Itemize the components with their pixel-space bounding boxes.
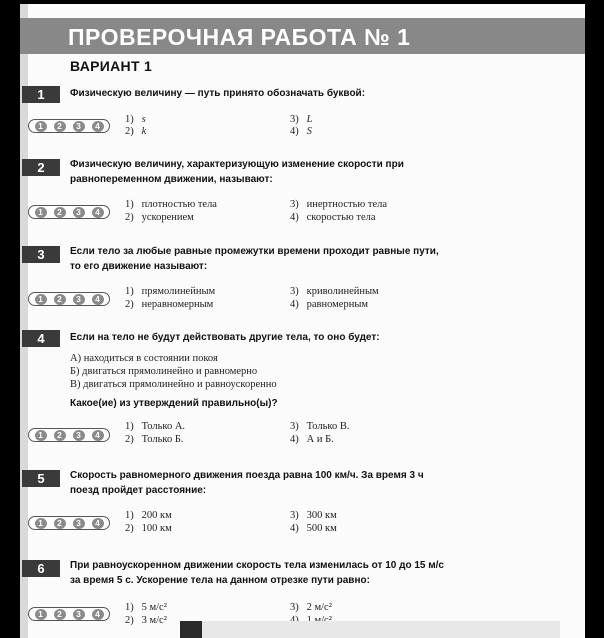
option-number: 3) [290, 602, 299, 613]
answer-option-4[interactable] [290, 299, 368, 310]
answer-option-3[interactable] [290, 421, 349, 432]
answer-bubbles[interactable] [28, 292, 110, 306]
option-text: А и Б. [306, 434, 334, 445]
answer-bubble-4[interactable]: 4 [92, 518, 104, 529]
option-text: 3 м/с² [141, 615, 167, 626]
answer-bubble-3[interactable]: 3 [73, 121, 85, 132]
option-number: 4) [290, 299, 299, 310]
option-number: 2) [125, 523, 134, 534]
answer-bubble-3[interactable]: 3 [73, 430, 85, 441]
next-page-number-block [180, 621, 202, 638]
answer-bubble-4[interactable]: 4 [92, 609, 104, 620]
answer-bubble-2[interactable]: 2 [54, 294, 66, 305]
answer-option-1[interactable] [125, 114, 146, 125]
question-line: Если тело за любые равные промежутки времени проходит равные пути, [70, 246, 439, 257]
answer-bubbles[interactable] [28, 119, 110, 133]
option-text: ускорением [141, 212, 194, 223]
question-line: Скорость равномерного движения поезда равна 100 км/ч. За время 3 ч [70, 470, 424, 481]
answer-option-1[interactable] [125, 199, 217, 210]
question-line: Физическую величину, характеризующую изменение скорости при [70, 159, 404, 170]
option-text: плотностью тела [141, 199, 217, 210]
answer-option-3[interactable] [290, 602, 332, 613]
answer-option-3[interactable] [290, 286, 379, 297]
answer-bubbles[interactable] [28, 607, 110, 621]
option-number: 1) [125, 199, 134, 210]
question-line: за время 5 с. Ускорение тела на данном отрезке пути равно: [70, 575, 370, 586]
option-number: 1) [125, 421, 134, 432]
answer-bubble-2[interactable]: 2 [54, 609, 66, 620]
option-text: k [141, 126, 147, 137]
option-number: 1) [125, 286, 134, 297]
question-text [70, 244, 480, 274]
option-text: 300 км [306, 510, 337, 521]
question-text [70, 86, 480, 101]
answer-bubbles[interactable] [28, 428, 110, 442]
option-number: 3) [290, 286, 299, 297]
answer-option-4[interactable] [290, 523, 337, 534]
question-line: поезд пройдет расстояние: [70, 485, 207, 496]
statement-item: Б) двигаться прямолинейно и равномерно [70, 366, 258, 377]
answer-bubble-1[interactable]: 1 [35, 121, 47, 132]
answer-option-1[interactable] [125, 286, 215, 297]
option-number: 1) [125, 510, 134, 521]
option-text: Только Б. [141, 434, 184, 445]
answer-bubble-2[interactable]: 2 [54, 518, 66, 529]
question-line: Если на тело не будут действовать другие тела, то оно будет: [70, 332, 380, 343]
option-text: инертностью тела [306, 199, 388, 210]
statement-item: А) находиться в состоянии покоя [70, 353, 218, 364]
question-line: Физическую величину — путь принято обозначать буквой: [70, 88, 366, 99]
question-text [70, 157, 480, 187]
answer-option-3[interactable] [290, 199, 387, 210]
question-text [70, 558, 480, 588]
answer-option-4[interactable] [290, 434, 334, 445]
answer-option-4[interactable] [290, 126, 312, 137]
option-number: 1) [125, 114, 134, 125]
option-text: L [306, 114, 313, 125]
answer-bubble-3[interactable]: 3 [73, 518, 85, 529]
answer-bubble-4[interactable]: 4 [92, 430, 104, 441]
answer-bubble-4[interactable]: 4 [92, 121, 104, 132]
question-number: 6 [22, 560, 60, 577]
question-text [70, 468, 480, 498]
answer-bubble-3[interactable]: 3 [73, 609, 85, 620]
option-number: 2) [125, 434, 134, 445]
next-page-edge [180, 621, 560, 638]
option-number: 1) [125, 602, 134, 613]
question-number: 2 [22, 159, 60, 176]
option-text: 100 км [141, 523, 172, 534]
option-number: 3) [290, 199, 299, 210]
option-number: 3) [290, 114, 299, 125]
option-text: s [141, 114, 146, 125]
answer-option-2[interactable] [125, 523, 172, 534]
answer-bubble-4[interactable]: 4 [92, 294, 104, 305]
answer-option-1[interactable] [125, 421, 185, 432]
answer-bubble-1[interactable]: 1 [35, 430, 47, 441]
sub-question: Какое(ие) из утверждений правильно(ы)? [70, 398, 278, 409]
answer-option-2[interactable] [125, 615, 167, 626]
statement-list [70, 352, 277, 391]
option-number: 2) [125, 299, 134, 310]
option-text: криволинейным [306, 286, 379, 297]
question-number: 1 [22, 86, 60, 103]
option-number: 2) [125, 615, 134, 626]
answer-bubbles[interactable] [28, 516, 110, 530]
option-number: 2) [125, 212, 134, 223]
answer-bubble-1[interactable]: 1 [35, 294, 47, 305]
answer-option-4[interactable] [290, 212, 376, 223]
option-text: S [306, 126, 312, 137]
option-text: 2 м/с² [306, 602, 332, 613]
answer-bubble-1[interactable]: 1 [35, 207, 47, 218]
answer-bubble-4[interactable]: 4 [92, 207, 104, 218]
question-line: то его движение называют: [70, 261, 208, 272]
answer-option-1[interactable] [125, 510, 172, 521]
title-bar [20, 18, 585, 54]
option-text: 200 км [141, 510, 172, 521]
option-text: скоростью тела [306, 212, 376, 223]
option-number: 4) [290, 126, 299, 137]
answer-bubble-3[interactable]: 3 [73, 207, 85, 218]
page-title: ПРОВЕРОЧНАЯ РАБОТА № 1 [68, 24, 411, 50]
answer-option-2[interactable] [125, 434, 184, 445]
answer-bubble-3[interactable]: 3 [73, 294, 85, 305]
answer-bubble-2[interactable]: 2 [54, 121, 66, 132]
option-number: 3) [290, 421, 299, 432]
option-number: 3) [290, 510, 299, 521]
option-text: равномерным [306, 299, 369, 310]
option-text: 5 м/с² [141, 602, 167, 613]
question-number: 3 [22, 246, 60, 263]
answer-option-2[interactable] [125, 299, 213, 310]
option-number: 4) [290, 212, 299, 223]
question-number: 4 [22, 330, 60, 347]
option-text: прямолинейным [141, 286, 216, 297]
answer-bubble-1[interactable]: 1 [35, 518, 47, 529]
answer-option-2[interactable] [125, 126, 146, 137]
worksheet-page [20, 4, 585, 638]
answer-option-3[interactable] [290, 510, 337, 521]
option-text: 500 км [306, 523, 337, 534]
question-line: При равноускоренном движении скорость тела изменилась от 10 до 15 м/с [70, 560, 444, 571]
answer-bubbles[interactable] [28, 205, 110, 219]
answer-bubble-2[interactable]: 2 [54, 207, 66, 218]
option-text: неравномерным [141, 299, 214, 310]
option-number: 4) [290, 434, 299, 445]
option-text: Только А. [141, 421, 186, 432]
option-number: 2) [125, 126, 134, 137]
question-number: 5 [22, 470, 60, 487]
statement-item: В) двигаться прямолинейно и равноускоренно [70, 379, 277, 390]
option-text: Только В. [306, 421, 350, 432]
answer-option-1[interactable] [125, 602, 167, 613]
variant-label: ВАРИАНТ 1 [70, 58, 153, 74]
answer-option-3[interactable] [290, 114, 312, 125]
answer-bubble-1[interactable]: 1 [35, 609, 47, 620]
option-number: 4) [290, 523, 299, 534]
question-text [70, 330, 480, 345]
answer-option-2[interactable] [125, 212, 194, 223]
question-line: равнопеременном движении, называют: [70, 174, 273, 185]
answer-bubble-2[interactable]: 2 [54, 430, 66, 441]
